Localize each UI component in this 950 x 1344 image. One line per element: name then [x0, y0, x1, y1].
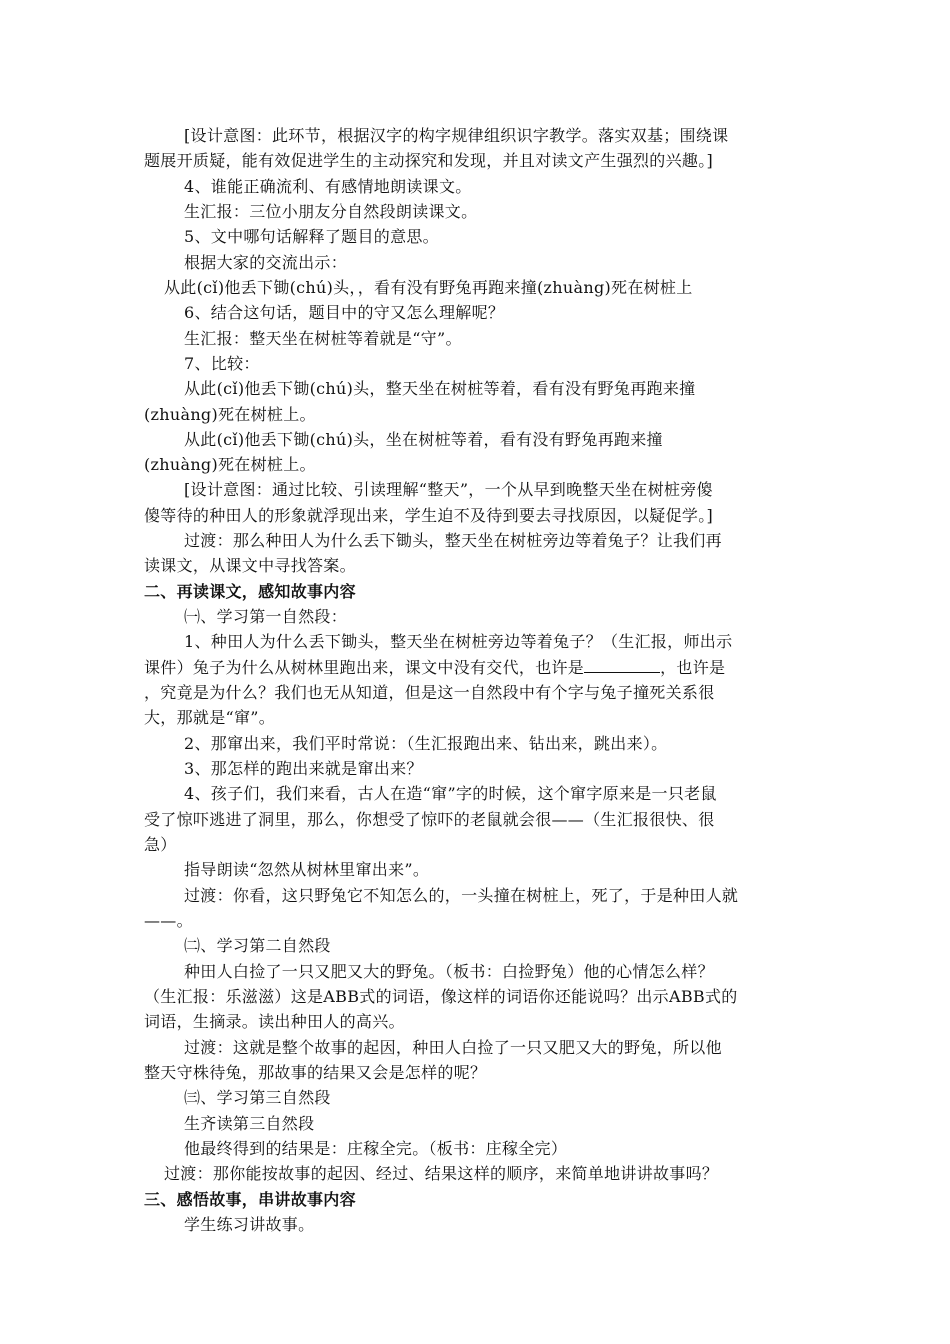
- compare-2a: 从此(cǐ)他丢下锄(chú)头，坐在树桩等着，看有没有野兔再跑来撞: [184, 430, 663, 449]
- step-4: 4、谁能正确流利、有感情地朗读课文。: [184, 177, 472, 196]
- exchange-show: 根据大家的交流出示：: [184, 253, 348, 272]
- para1-q1b: [144, 656, 809, 680]
- design-intent-1a: [设计意图：此环节，根据汉字的构字规律组织识字教学。落实双基；围绕课: [184, 126, 729, 145]
- step-5: 5、文中哪句话解释了题目的意思。: [184, 227, 439, 246]
- compare-2b: (zhuàng)死在树桩上。: [144, 455, 316, 474]
- step-7: 7、比较：: [184, 354, 260, 373]
- student-report-2: 生汇报：整天坐在树桩等着就是“守”。: [184, 329, 462, 348]
- fill-blank: [584, 656, 660, 673]
- para2-b: （生汇报：乐滋滋）这是ABB式的词语，像这样的词语你还能说吗？出示ABB式的: [144, 987, 738, 1006]
- para1-q1a: 1、种田人为什么丢下锄头，整天坐在树桩旁边等着兔子？（生汇报，师出示: [184, 632, 733, 651]
- transition-1a: 过渡：那么种田人为什么丢下锄头，整天坐在树桩旁边等着兔子？让我们再: [184, 531, 722, 550]
- para1-q1b-text: 课件）兔子为什么从树林里跑出来，课文中没有交代，也许是: [144, 658, 585, 677]
- design-intent-1b: 题展开质疑，能有效促进学生的主动探究和发现，并且对读文产生强烈的兴趣。]: [144, 151, 714, 170]
- step-6: 6、结合这句话，题目中的守又怎么理解呢？: [184, 303, 505, 322]
- para2-a: 种田人白捡了一只又肥又大的野兔。（板书：白捡野兔）他的心情怎么样？: [184, 962, 714, 981]
- para1-q1b-tail: ，也许是: [660, 658, 726, 677]
- transition-3a: 过渡：这就是整个故事的起因，种田人白捡了一只又肥又大的野兔，所以他: [184, 1038, 722, 1057]
- practice-story: 学生练习讲故事。: [184, 1215, 315, 1234]
- quote-sentence: 从此(cǐ)他丢下锄(chú)头，，看有没有野兔再跑来撞(zhuàng)死在树桩上: [164, 278, 693, 297]
- transition-4: 过渡：那你能按故事的起因、经过、结果这样的顺序，来简单地讲讲故事吗？: [164, 1164, 719, 1183]
- compare-1b: (zhuàng)死在树桩上。: [144, 405, 316, 424]
- compare-1a: 从此(cǐ)他丢下锄(chú)头，整天坐在树桩等着，看有没有野兔再跑来撞: [184, 379, 696, 398]
- para1-q3: 3、那怎样的跑出来就是窜出来？: [184, 759, 423, 778]
- transition-2b: ——。: [144, 911, 193, 930]
- design-intent-2a: [设计意图：通过比较、引读理解“整天”，一个从早到晚整天坐在树桩旁傻: [184, 480, 713, 499]
- para1-q4b: 受了惊吓逃进了洞里，那么，你想受了惊吓的老鼠就会很——（生汇报很快、很: [144, 810, 715, 829]
- para1-q4c: 急）: [144, 835, 177, 854]
- sub-heading-1: ㈠、学习第一自然段：: [184, 607, 348, 626]
- para3-read: 生齐读第三自然段: [184, 1114, 315, 1133]
- sub-heading-2: ㈡、学习第二自然段: [184, 936, 331, 955]
- design-intent-2b: 傻等待的种田人的形象就浮现出来，学生迫不及待到要去寻找原因，以疑促学。]: [144, 506, 714, 525]
- guided-reading: 指导朗读“忽然从树林里窜出来”。: [184, 860, 430, 879]
- para1-q4a: 4、孩子们，我们来看，古人在造“窜”字的时候，这个窜字原来是一只老鼠: [184, 784, 717, 803]
- sub-heading-3: ㈢、学习第三自然段: [184, 1088, 331, 1107]
- transition-1b: 读课文，从课文中寻找答案。: [144, 556, 356, 575]
- student-report-1: 生汇报：三位小朋友分自然段朗读课文。: [184, 202, 478, 221]
- transition-3b: 整天守株待兔，那故事的结果又会是怎样的呢？: [144, 1063, 487, 1082]
- para1-q1d: 大，那就是“窜”。: [144, 708, 276, 727]
- para1-q2: 2、那窜出来，我们平时常说：（生汇报跑出来、钻出来，跳出来）。: [184, 734, 668, 753]
- section-heading-2: 二、再读课文，感知故事内容: [144, 582, 356, 601]
- para2-c: 词语，生摘录。读出种田人的高兴。: [144, 1012, 405, 1031]
- para1-q1c: ，究竟是为什么？我们也无从知道，但是这一自然段中有个字与兔子撞死关系很: [144, 683, 715, 702]
- section-heading-3: 三、感悟故事，串讲故事内容: [144, 1190, 356, 1209]
- transition-2a: 过渡：你看，这只野兔它不知怎么的，一头撞在树桩上，死了，于是种田人就: [184, 886, 739, 905]
- para3-result: 他最终得到的结果是：庄稼全完。（板书：庄稼全完）: [184, 1139, 568, 1158]
